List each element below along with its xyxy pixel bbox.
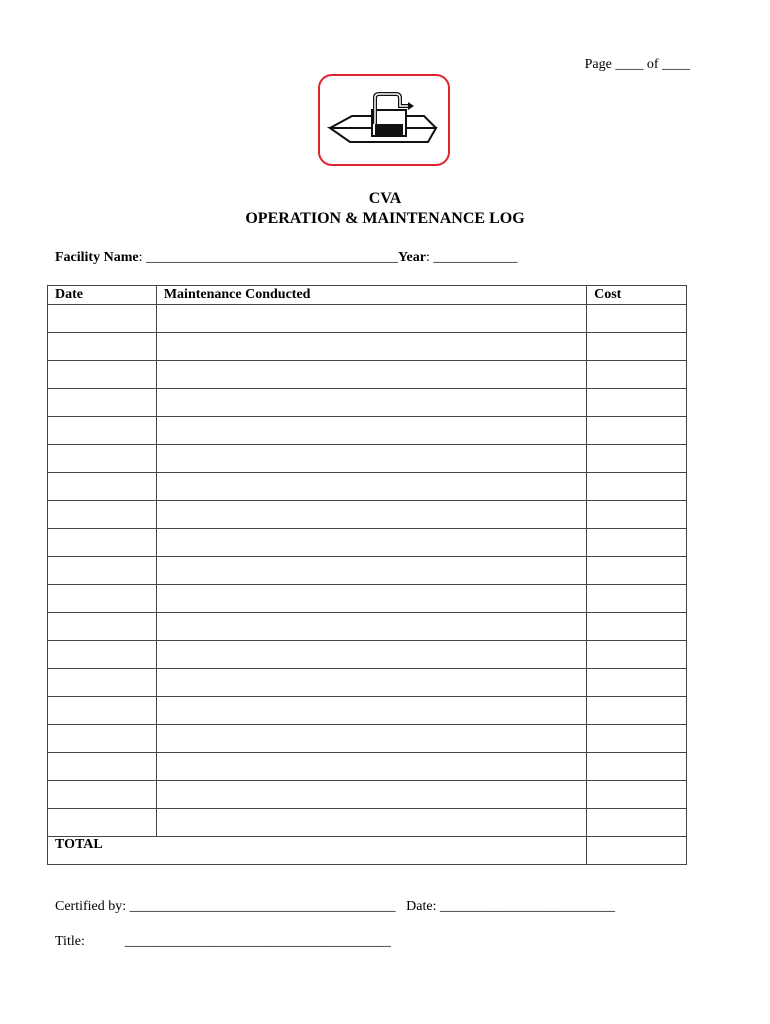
maintenance-cell[interactable] [156, 361, 586, 389]
table-row [48, 697, 687, 725]
title-line-2: OPERATION & MAINTENANCE LOG [245, 210, 525, 227]
maintenance-cell[interactable] [156, 725, 586, 753]
facility-year-line [55, 250, 517, 266]
cost-column-header: Cost [587, 286, 687, 305]
document-title [0, 189, 770, 229]
table-header-row [48, 286, 687, 305]
maintenance-cell[interactable] [156, 529, 586, 557]
date-cell[interactable] [48, 557, 157, 585]
title-line [55, 934, 391, 950]
maintenance-cell[interactable] [156, 305, 586, 333]
date-cell[interactable] [48, 809, 157, 837]
cost-cell[interactable] [587, 529, 687, 557]
certified-by-field[interactable]: Certified by: ______________________________________ [55, 899, 396, 914]
cost-cell[interactable] [587, 501, 687, 529]
facility-name-label: Facility Name [55, 250, 139, 265]
cost-cell[interactable] [587, 809, 687, 837]
table-row [48, 529, 687, 557]
year-label: Year [397, 250, 426, 265]
total-cost-cell[interactable] [587, 837, 687, 865]
date-cell[interactable] [48, 501, 157, 529]
table-row [48, 809, 687, 837]
date-column-header: Date [48, 286, 157, 305]
certified-line [55, 899, 615, 915]
date-cell[interactable] [48, 333, 157, 361]
date-cell[interactable] [48, 585, 157, 613]
cost-cell[interactable] [587, 305, 687, 333]
cost-cell[interactable] [587, 333, 687, 361]
table-row [48, 445, 687, 473]
maintenance-cell[interactable] [156, 669, 586, 697]
date-cell[interactable] [48, 669, 157, 697]
date-cell[interactable] [48, 305, 157, 333]
cost-cell[interactable] [587, 445, 687, 473]
table-row [48, 473, 687, 501]
total-row [48, 837, 687, 865]
table-row [48, 361, 687, 389]
title-line-1: CVA [368, 190, 402, 207]
cost-cell[interactable] [587, 753, 687, 781]
cost-cell[interactable] [587, 781, 687, 809]
maintenance-cell[interactable] [156, 781, 586, 809]
maintenance-log-table [47, 285, 687, 865]
maintenance-cell[interactable] [156, 613, 586, 641]
cost-cell[interactable] [587, 389, 687, 417]
date-cell[interactable] [48, 613, 157, 641]
maintenance-cell[interactable] [156, 557, 586, 585]
table-row [48, 725, 687, 753]
maintenance-cell[interactable] [156, 417, 586, 445]
cost-cell[interactable] [587, 725, 687, 753]
maintenance-cell[interactable] [156, 473, 586, 501]
date-cell[interactable] [48, 445, 157, 473]
boat-pumpout-icon [320, 76, 448, 164]
cost-cell[interactable] [587, 585, 687, 613]
table-row [48, 333, 687, 361]
date-cell[interactable] [48, 389, 157, 417]
date-cell[interactable] [48, 697, 157, 725]
date-cell[interactable] [48, 781, 157, 809]
date-cell[interactable] [48, 473, 157, 501]
maintenance-cell[interactable] [156, 697, 586, 725]
maintenance-cell[interactable] [156, 641, 586, 669]
date-cell[interactable] [48, 417, 157, 445]
table-row [48, 753, 687, 781]
maintenance-cell[interactable] [156, 809, 586, 837]
date-cell[interactable] [48, 753, 157, 781]
maintenance-cell[interactable] [156, 389, 586, 417]
date-field[interactable]: Date: _________________________ [406, 899, 615, 914]
maintenance-cell[interactable] [156, 501, 586, 529]
table-row [48, 585, 687, 613]
table-row [48, 501, 687, 529]
cost-cell[interactable] [587, 669, 687, 697]
table-row [48, 669, 687, 697]
maintenance-cell[interactable] [156, 753, 586, 781]
table-row [48, 417, 687, 445]
table-row [48, 641, 687, 669]
maintenance-cell[interactable] [156, 445, 586, 473]
maintenance-cell[interactable] [156, 585, 586, 613]
date-cell[interactable] [48, 725, 157, 753]
table-row [48, 781, 687, 809]
maintenance-column-header: Maintenance Conducted [156, 286, 586, 305]
cost-cell[interactable] [587, 417, 687, 445]
total-label: TOTAL [48, 837, 587, 865]
date-cell[interactable] [48, 361, 157, 389]
page-number: Page ____ of ____ [584, 57, 690, 72]
table-row [48, 389, 687, 417]
year-field[interactable]: : ____________ [425, 250, 518, 265]
cost-cell[interactable] [587, 557, 687, 585]
table-row [48, 557, 687, 585]
maintenance-cell[interactable] [156, 333, 586, 361]
cost-cell[interactable] [587, 613, 687, 641]
table-row [48, 305, 687, 333]
facility-name-field[interactable]: : ____________________________________ [138, 250, 398, 265]
title-label: Title: [55, 934, 85, 949]
cost-cell[interactable] [587, 361, 687, 389]
title-field[interactable]: ______________________________________ [124, 934, 391, 949]
cva-logo [318, 74, 450, 166]
cost-cell[interactable] [587, 697, 687, 725]
table-row [48, 613, 687, 641]
cost-cell[interactable] [587, 473, 687, 501]
date-cell[interactable] [48, 529, 157, 557]
date-cell[interactable] [48, 641, 157, 669]
cost-cell[interactable] [587, 641, 687, 669]
